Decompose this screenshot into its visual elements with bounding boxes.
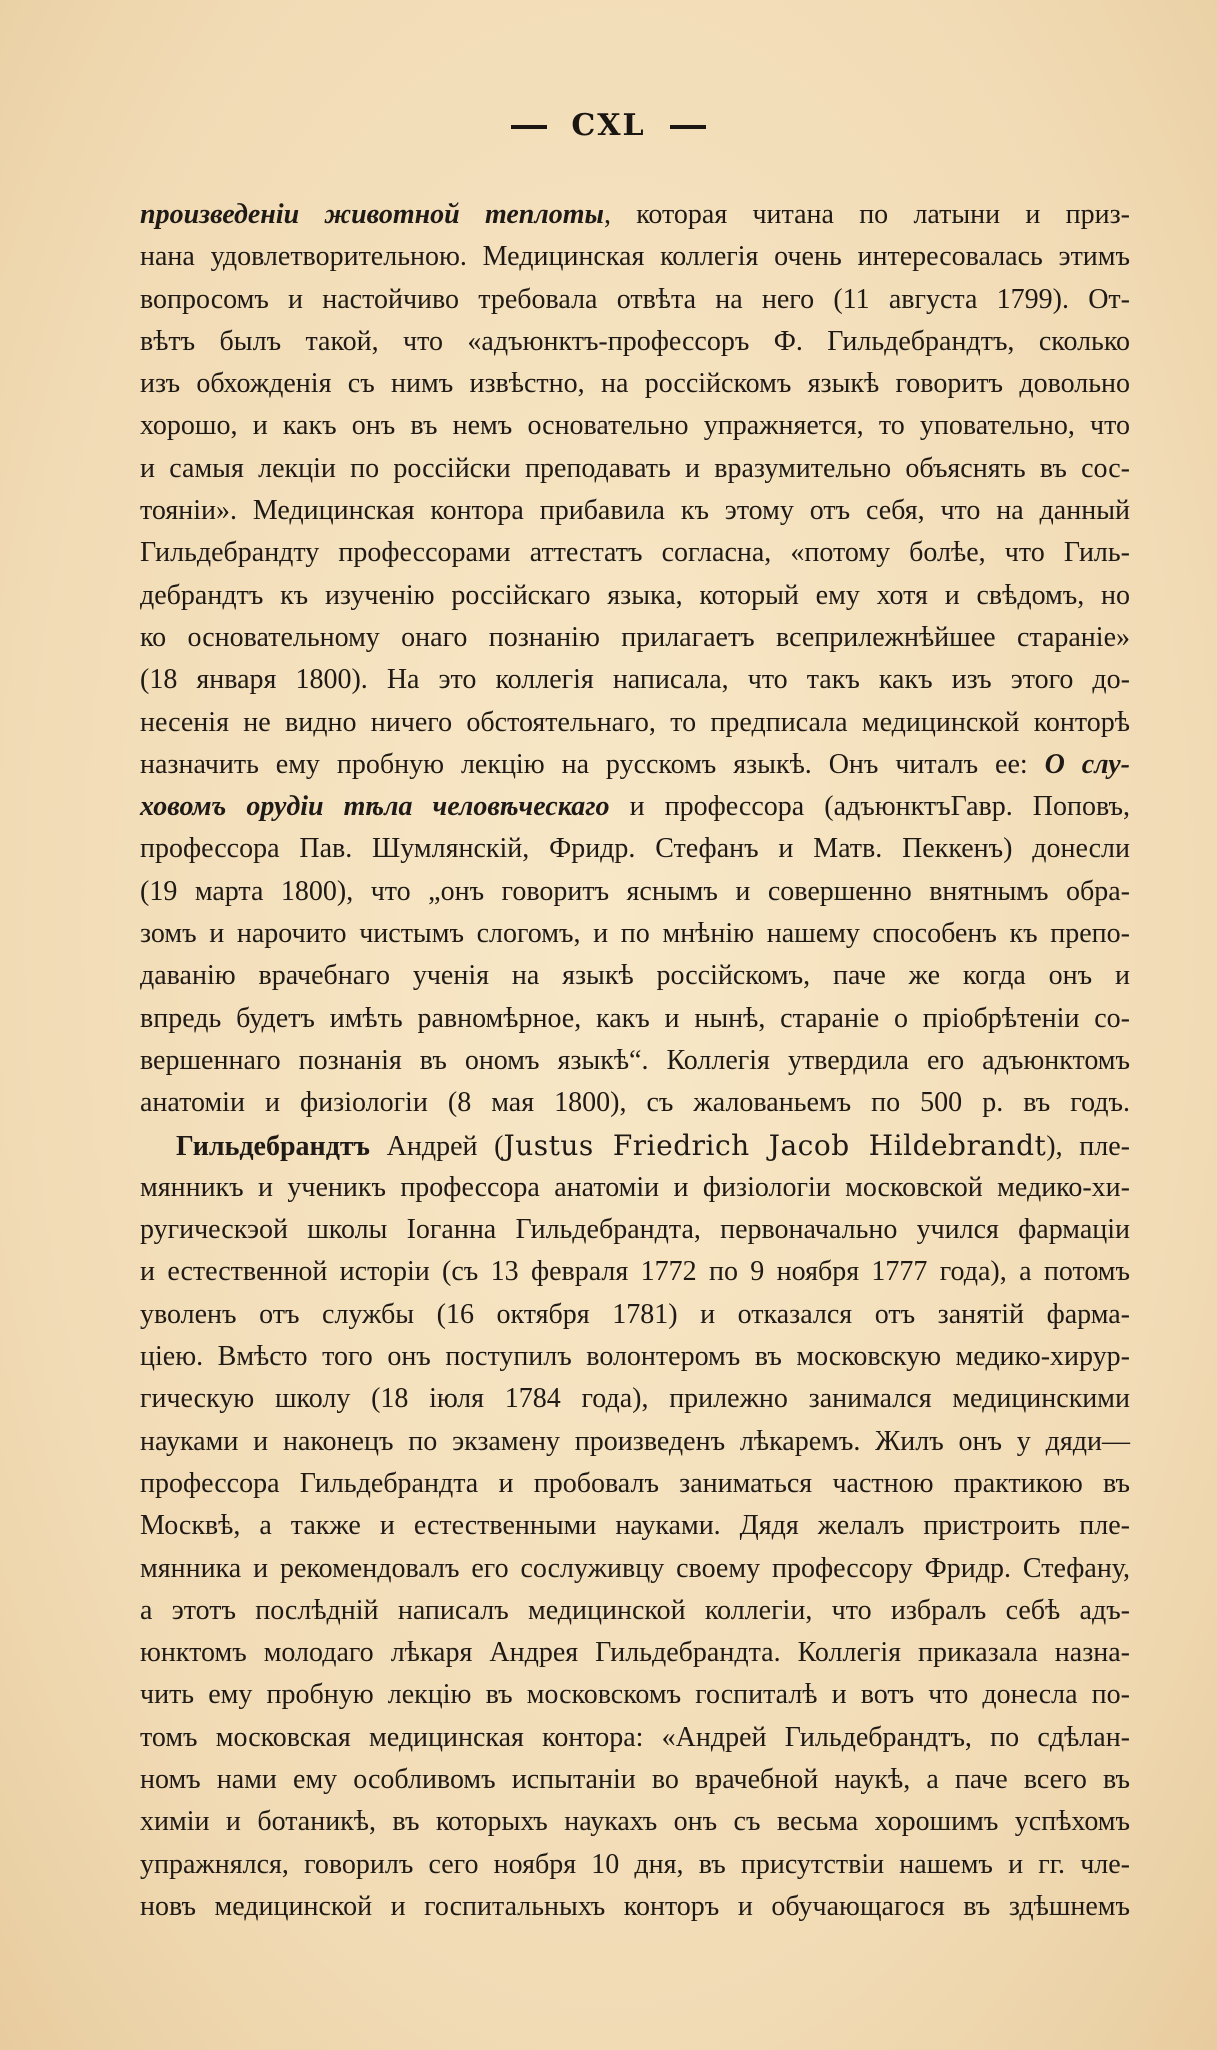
text-line xyxy=(140,1505,1130,1547)
text-line xyxy=(140,532,1130,574)
text-run: тояніи». Медицинская контора прибавила къ этому отъ себя, что на данный xyxy=(140,495,1130,527)
text-line xyxy=(140,659,1130,701)
page-number: CXL xyxy=(571,108,646,143)
text-line xyxy=(140,194,1130,236)
text-run: и естественной исторіи (съ 13 февраля 1772 по 9 ноября 1777 года), а потомъ xyxy=(140,1256,1130,1288)
text-run: даванію врачебнаго ученія на языкѣ россійскомъ, паче же когда онъ и xyxy=(140,960,1130,992)
text-line xyxy=(140,1632,1130,1674)
text-line xyxy=(140,1590,1130,1632)
text-run: науками и наконецъ по экзамену произведенъ лѣкаремъ. Жилъ онъ у дяди— xyxy=(140,1425,1130,1457)
text-run: профессора Пав. Шумлянскій, Фридр. Стефанъ и Матв. Пеккенъ) донесли xyxy=(140,833,1130,865)
text-run: вершеннаго познанія въ ономъ языкѣ“. Коллегія утвердила его адъюнктомъ xyxy=(140,1044,1130,1076)
text-run: (19 марта 1800), что „онъ говоритъ яснымъ и совершенно внятнымъ обра- xyxy=(140,875,1130,907)
text-line xyxy=(140,1801,1130,1843)
text-line xyxy=(140,236,1130,278)
text-run: мянника и рекомендовалъ его сослуживцу своему профессору Фридр. Стефану, xyxy=(140,1552,1130,1584)
text-run: нана удовлетворительною. Медицинская коллегія очень интересовалась этимъ xyxy=(140,241,1130,273)
text-line xyxy=(140,617,1130,659)
text-line xyxy=(140,321,1130,363)
text-line xyxy=(140,1548,1130,1590)
text-run: Гильдебрандтъ xyxy=(176,1130,370,1162)
text-run: томъ московская медицинская контора: «Андрей Гильдебрандтъ, по сдѣлан- xyxy=(140,1721,1130,1753)
text-run: а этотъ послѣдній написалъ медицинской коллегіи, что избралъ себѣ адъ- xyxy=(140,1594,1130,1626)
text-run: произведеніи животной теплоты xyxy=(140,199,604,230)
body-text xyxy=(140,194,1130,1928)
text-run: мянникъ и ученикъ профессора анатоміи и физіологіи московской медико-хи- xyxy=(140,1171,1130,1203)
text-run: ), пле- xyxy=(1046,1130,1130,1162)
text-run: ховомъ орудіи тѣла человѣческаго xyxy=(140,791,610,823)
text-line xyxy=(140,490,1130,532)
text-line xyxy=(140,1336,1130,1378)
text-run: ціею. Вмѣсто того онъ поступилъ волонтеромъ въ московскую медико-хирур- xyxy=(140,1341,1130,1373)
text-run: уволенъ отъ службы (16 октября 1781) и отказался отъ занятій фарма- xyxy=(140,1298,1130,1330)
text-line xyxy=(140,1886,1130,1928)
text-run: вѣтъ былъ такой, что «адъюнктъ-профессоръ Ф. Гильдебрандтъ, сколько xyxy=(140,325,1130,357)
text-run: Москвѣ, а также и естественными науками. Дядя желалъ пристроить пле- xyxy=(140,1510,1130,1542)
text-run: новъ медицинской и госпитальныхъ конторъ и обучающагося въ здѣшнемъ xyxy=(140,1890,1130,1922)
text-line xyxy=(140,279,1130,321)
text-line xyxy=(140,1759,1130,1801)
text-run: О слу- xyxy=(1044,748,1130,780)
text-run: Justus Friedrich Jacob Hildebrandt xyxy=(503,1128,1047,1162)
text-line xyxy=(140,871,1130,913)
text-run: Андрей ( xyxy=(369,1130,504,1162)
text-run: юнктомъ молодаго лѣкаря Андрея Гильдебрандта. Коллегія приказала назна- xyxy=(140,1637,1130,1669)
text-line xyxy=(140,1209,1130,1251)
text-line xyxy=(140,702,1130,744)
text-line xyxy=(140,998,1130,1040)
text-line xyxy=(140,744,1130,786)
text-run: чить ему пробную лекцію въ московскомъ госпиталѣ и вотъ что донесла по- xyxy=(140,1679,1130,1711)
text-run: (18 января 1800). На это коллегія написала, что такъ какъ изъ этого до- xyxy=(140,664,1130,696)
text-line xyxy=(140,405,1130,447)
text-run: химіи и ботаникѣ, въ которыхъ наукахъ онъ съ весьма хорошимъ успѣхомъ xyxy=(140,1806,1130,1838)
text-line xyxy=(140,1040,1130,1082)
text-line xyxy=(140,1463,1130,1505)
text-line xyxy=(140,1167,1130,1209)
text-run: впредь будетъ имѣть равномѣрное, какъ и нынѣ, стараніе о пріобрѣтеніи со- xyxy=(140,1002,1130,1034)
text-line xyxy=(140,1717,1130,1759)
text-line xyxy=(140,1421,1130,1463)
text-run: ко основательному онаго познанію прилагаетъ всеприлежнѣйшее стараніе» xyxy=(140,621,1130,653)
text-run: , которая читана по латыни и приз- xyxy=(603,199,1130,230)
header-dash-left xyxy=(511,125,547,129)
text-line xyxy=(140,1294,1130,1336)
text-run: хорошо, и какъ онъ въ немъ основательно упражняется, то уповательно, что xyxy=(140,410,1130,442)
text-run: профессора Гильдебрандта и пробовалъ заниматься частною практикою въ xyxy=(140,1467,1130,1499)
text-line xyxy=(140,448,1130,490)
text-run: ругическэой школы Іоганна Гильдебрандта, первоначально учился фармаціи xyxy=(140,1214,1130,1246)
text-line xyxy=(140,575,1130,617)
text-line xyxy=(140,1082,1130,1124)
text-run: назначить ему пробную лекцію на русскомъ языкѣ. Онъ читалъ ее: xyxy=(140,748,1045,780)
text-line xyxy=(140,1378,1130,1420)
text-line xyxy=(140,1125,1130,1167)
text-line xyxy=(140,1844,1130,1886)
text-run: и профессора (адъюнктъГавр. Поповъ, xyxy=(609,791,1130,823)
text-line xyxy=(140,786,1130,828)
text-run: вопросомъ и настойчиво требовала отвѣта на него (11 августа 1799). От- xyxy=(140,283,1130,315)
text-line xyxy=(140,913,1130,955)
text-run: зомъ и нарочито чистымъ слогомъ, и по мнѣнію нашему способенъ къ препо- xyxy=(140,918,1130,950)
text-line xyxy=(140,828,1130,870)
header-dash-right xyxy=(670,125,706,129)
text-line xyxy=(140,1251,1130,1293)
text-run: упражнялся, говорилъ сего ноября 10 дня, въ присутствіи нашемъ и гг. чле- xyxy=(140,1848,1130,1880)
text-run: гическую школу (18 іюля 1784 года), прилежно занимался медицинскими xyxy=(140,1383,1130,1415)
text-run: несенія не видно ничего обстоятельнаго, то предписала медицинской конторѣ xyxy=(140,706,1130,738)
text-run: дебрандтъ къ изученію россійскаго языка, который ему хотя и свѣдомъ, но xyxy=(140,579,1130,611)
text-run: Гильдебрандту профессорами аттестатъ согласна, «потому болѣе, что Гиль- xyxy=(140,537,1130,569)
text-run: номъ нами ему особливомъ испытаніи во врачебной наукѣ, а паче всего въ xyxy=(140,1763,1130,1795)
text-line xyxy=(140,363,1130,405)
text-line xyxy=(140,955,1130,997)
page-header xyxy=(0,108,1217,143)
text-run: и самыя лекціи по россійски преподавать и вразумительно объяснять въ сос- xyxy=(140,452,1130,484)
text-run: анатоміи и физіологіи (8 мая 1800), съ жалованьемъ по 500 р. въ годъ. xyxy=(140,1087,1130,1119)
text-line xyxy=(140,1674,1130,1716)
text-run: изъ обхожденія съ нимъ извѣстно, на россійскомъ языкѣ говоритъ довольно xyxy=(140,368,1130,400)
